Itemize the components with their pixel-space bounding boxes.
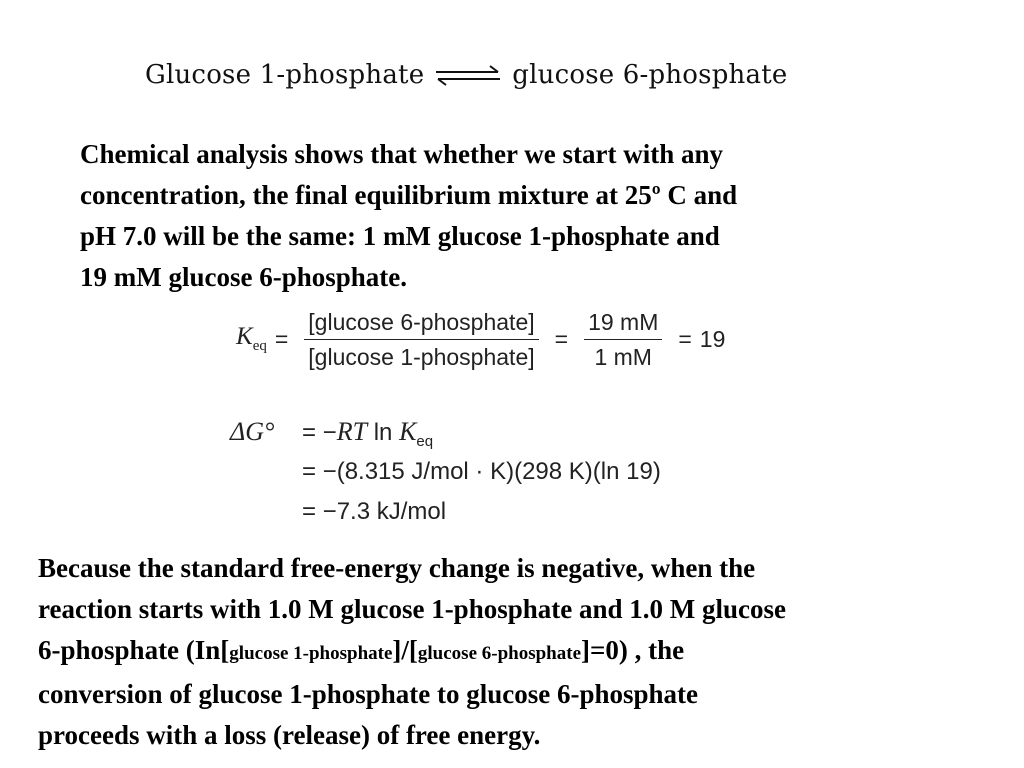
small-text: glucose 6-phosphate bbox=[417, 643, 581, 664]
paragraph2-line bbox=[38, 630, 1008, 674]
paragraph1-line: concentration, the final equilibrium mixture at 25º C and bbox=[80, 180, 738, 210]
keq-result: 19 bbox=[699, 325, 726, 352]
paragraph1-line: 19 mM glucose 6-phosphate. bbox=[80, 262, 408, 292]
paragraph2-line: conversion of glucose 1-phosphate to glucose 6-phosphate bbox=[38, 679, 699, 709]
reaction-equation bbox=[145, 60, 787, 90]
equilibrium-arrows-icon bbox=[434, 62, 502, 88]
fraction-denominator: [glucose 1-phosphate] bbox=[308, 343, 535, 370]
fraction-denominator: 1 mM bbox=[594, 343, 652, 370]
product-label: glucose 6-phosphate bbox=[512, 60, 788, 90]
keq-equation bbox=[236, 303, 725, 375]
rt-term: RT bbox=[336, 417, 368, 446]
value-fraction bbox=[584, 305, 662, 374]
dg-row-3 bbox=[230, 492, 661, 532]
paragraph2-line3-part: ]=0) , the bbox=[581, 635, 685, 665]
dg-row-2 bbox=[230, 452, 661, 492]
dg-row2-expression: = −(8.315 J/mol · K)(298 K)(ln 19) bbox=[302, 458, 661, 485]
paragraph1-line: pH 7.0 will be the same: 1 mM glucose 1-phosphate and bbox=[80, 221, 720, 251]
dg-row-1 bbox=[230, 412, 661, 452]
fraction-numerator: 19 mM bbox=[588, 308, 659, 335]
paragraph1-line: Chemical analysis shows that whether we start with any bbox=[80, 139, 724, 169]
reactant-label: Glucose 1-phosphate bbox=[145, 60, 425, 90]
concentration-fraction bbox=[304, 305, 538, 374]
free-energy-equation bbox=[230, 412, 661, 532]
paragraph2-line3-part: 6-phosphate (In[ bbox=[38, 635, 230, 665]
paragraph2-line: proceeds with a loss (release) of free energy. bbox=[38, 720, 541, 750]
k-term-subscript: eq bbox=[416, 432, 434, 450]
equilibrium-paragraph bbox=[80, 134, 960, 298]
equals-sign: = bbox=[678, 325, 692, 352]
ln-term: ln bbox=[367, 419, 400, 446]
fraction-numerator: [glucose 6-phosphate] bbox=[308, 308, 535, 335]
k-term: K bbox=[399, 417, 417, 446]
keq-symbol bbox=[236, 323, 267, 355]
equals-sign: = bbox=[274, 325, 289, 352]
small-text: glucose 1-phosphate bbox=[229, 643, 393, 664]
delta-g-symbol: ΔG° bbox=[230, 417, 275, 446]
keq-subscript: eq bbox=[252, 338, 267, 354]
dg-row3-result: = −7.3 kJ/mol bbox=[302, 498, 447, 525]
free-energy-paragraph bbox=[38, 548, 1008, 756]
keq-symbol-letter: K bbox=[236, 323, 253, 350]
paragraph2-line3-part: ]/[ bbox=[392, 635, 418, 665]
equals-sign: = bbox=[554, 325, 569, 352]
paragraph2-line: reaction starts with 1.0 M glucose 1-phosphate and 1.0 M glucose bbox=[38, 594, 786, 624]
paragraph2-line: Because the standard free-energy change is negative, when the bbox=[38, 553, 756, 583]
dg-row1-prefix: = − bbox=[302, 419, 337, 446]
